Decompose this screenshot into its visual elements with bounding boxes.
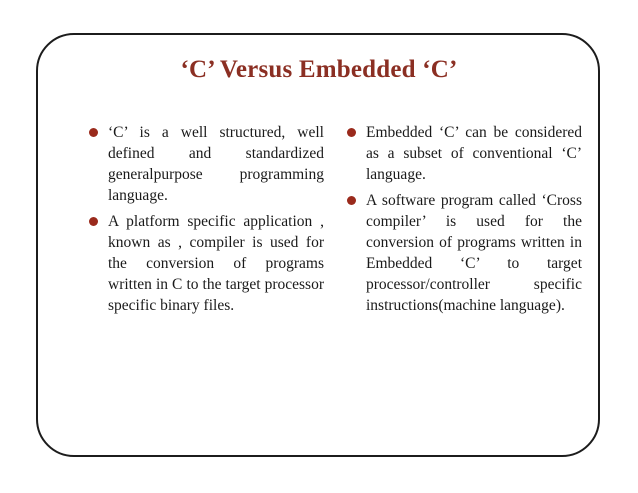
bullet-dot-icon — [89, 128, 98, 137]
bullet-text: A software program called ‘Cross compiler’ is used for the conversion of programs written in Embedded ‘C’ to target processor/controller specific instructions(machine language). — [366, 192, 582, 314]
bullet-text: A platform specific application , known as , compiler is used for the conversion of programs written in C to the target processor specific binary files. — [108, 213, 324, 314]
bullet-text: Embedded ‘C’ can be considered as a subset of conventional ‘C’ language. — [366, 124, 582, 183]
bullet-dot-icon — [89, 217, 98, 226]
slide-title: ‘C’ Versus Embedded ‘C’ — [180, 56, 458, 83]
bullet-dot-icon — [347, 128, 356, 137]
bullet-text: ‘C’ is a well structured, well defined and standardized generalpurpose programming language. — [108, 124, 324, 204]
right-column — [347, 122, 582, 321]
left-column — [89, 122, 324, 321]
bullet-item — [89, 122, 324, 206]
bullet-dot-icon — [347, 196, 356, 205]
bullet-item — [347, 190, 582, 316]
bullet-item — [347, 122, 582, 185]
bullet-item — [89, 211, 324, 316]
